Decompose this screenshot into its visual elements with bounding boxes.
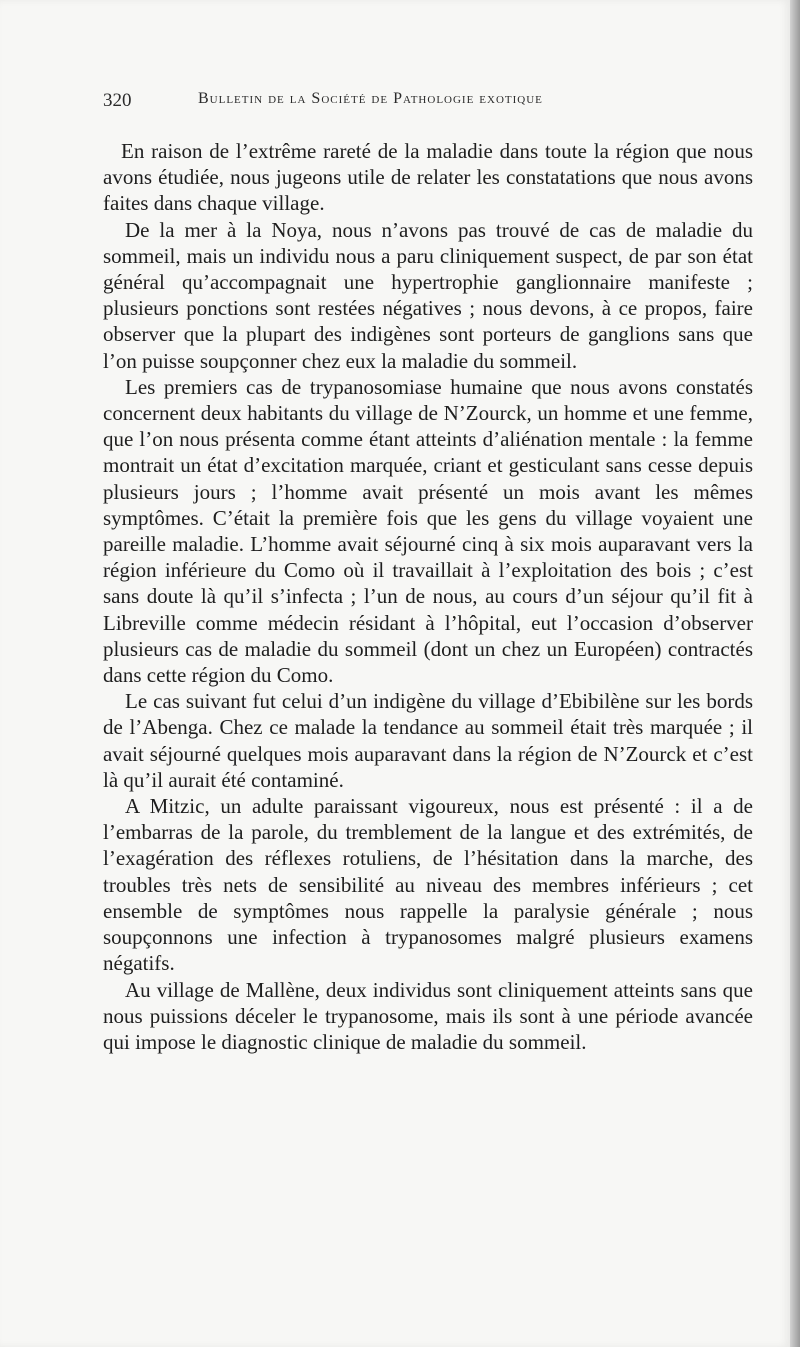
paragraph: En raison de l’extrême rareté de la maladie dans toute la région que nous avons étudiée, nous jugeons utile de relater les constatations que nous avons faites dans chaque village. (103, 139, 753, 216)
page-header (103, 90, 663, 116)
page-edge (790, 0, 800, 1347)
paragraph: Le cas suivant fut celui d’un indigène du village d’Ebibilène sur les bords de l’Abenga. Chez ce malade la tendance au sommeil était très marquée ; il avait séjourné quelques mois auparavant dans la région de N’Zourck et c’est là qu’il aurait été contaminé. (103, 689, 753, 792)
paragraph: A Mitzic, un adulte paraissant vigoureux, nous est présenté : il a de l’embarras de la parole, du tremblement de la langue et des extrémités, de l’exagération des réflexes rotuliens, de l’hésitation dans la marche, des troubles très nets de sensibilité au niveau des membres inférieurs ; cet ensemble de symptômes nous rappelle la paralysie générale ; nous soupçonnons une infection à trypanosomes malgré plusieurs examens négatifs. (103, 794, 753, 976)
paragraph: Les premiers cas de trypanosomiase humaine que nous avons constatés concernent deux habitants du village de N’Zourck, un homme et une femme, que l’on nous présenta comme étant atteints d’aliénation mentale : la femme montrait un état d’excitation marquée, criant et gesticulant sans cesse depuis plusieurs jours ; l’homme avait présenté un mois avant les mêmes symptômes. C’était la première fois que les gens du village voyaient une pareille maladie. L’homme avait séjourné cinq à six mois auparavant vers la région inférieure du Como où il travaillait à l’exploitation des bois ; c’est sans doute là qu’il s’infecta ; l’un de nous, au cours d’un séjour qu’il fit à Libreville comme médecin résidant à l’hôpital, eut l’occasion d’observer plusieurs cas de maladie du sommeil (dont un chez un Européen) contractés dans cette région du Como. (103, 374, 753, 688)
page-number: 320 (103, 90, 132, 111)
running-title: Bulletin de la Société de Pathologie exotique (198, 90, 543, 107)
paragraph: Au village de Mallène, deux individus sont cliniquement atteints sans que nous puissions déceler le trypanosome, mais ils sont à une période avancée qui impose le diagnostic clinique de maladie du sommeil. (103, 977, 753, 1054)
article-body (103, 138, 753, 1055)
paragraph: De la mer à la Noya, nous n’avons pas trouvé de cas de maladie du sommeil, mais un individu nous a paru cliniquement suspect, de par son état général qu’accompagnait une hypertrophie ganglionnaire manifeste ; plusieurs ponctions sont restées négatives ; nous devons, à ce propos, faire observer que la plupart des indigènes sont porteurs de ganglions sans que l’on puisse soupçonner chez eux la maladie du sommeil. (103, 217, 753, 373)
